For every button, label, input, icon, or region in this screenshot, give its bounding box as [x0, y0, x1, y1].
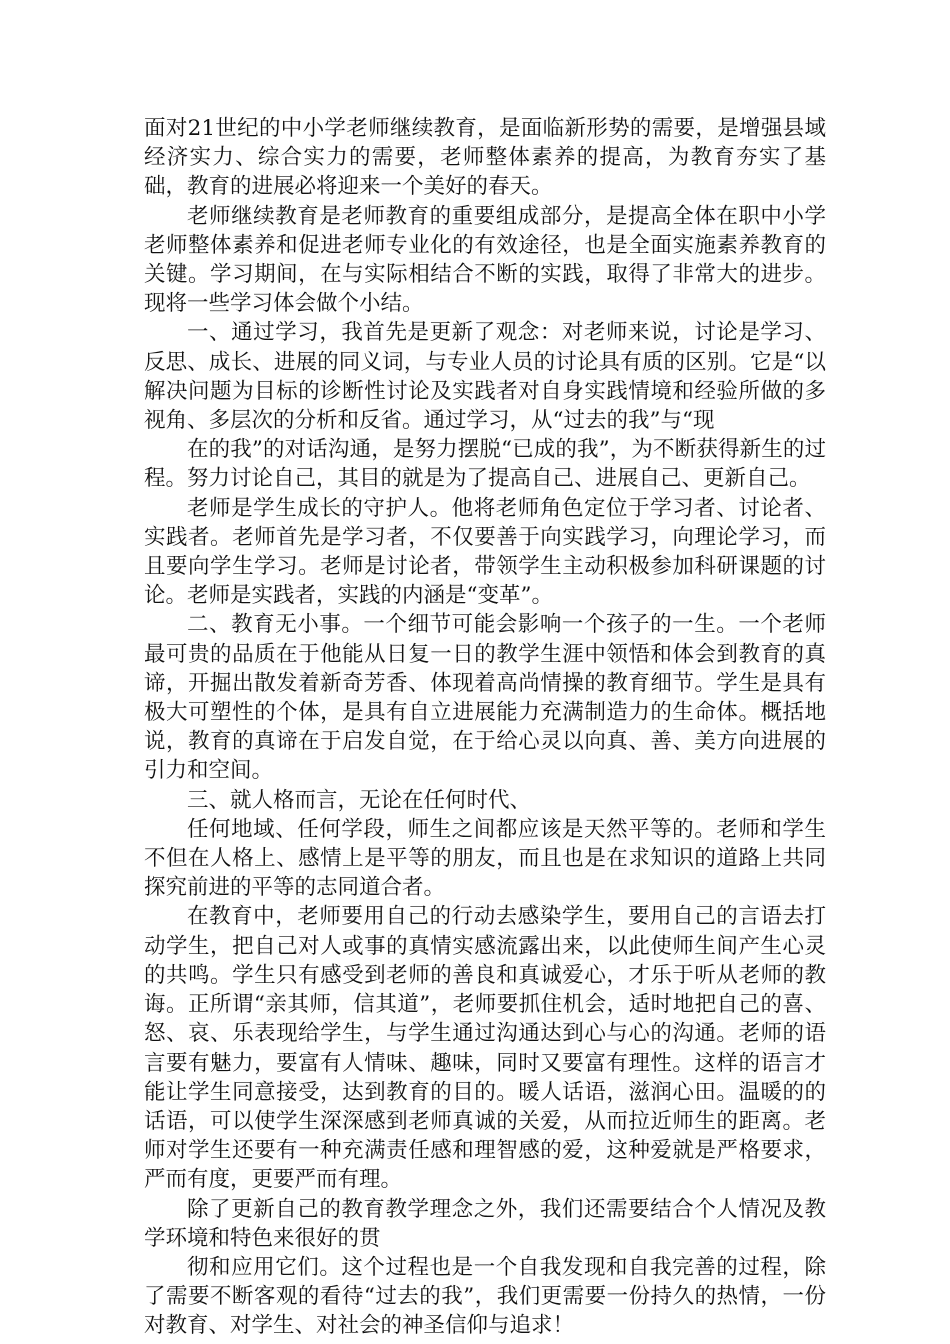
document-body	[144, 114, 826, 1341]
paragraph-7: 三、就人格而言，无论在任何时代、	[187, 787, 532, 813]
paragraph-11: 彻和应用它们。这个过程也是一个自我发现和自我完善的过程，除了需要不断客观的看待“过去的我”，我们更需要一份持久的热情，一份对教育、对学生、对社会的神圣信仰与追求！	[144, 1254, 826, 1339]
paragraph-9: 在教育中，老师要用自己的行动去感染学生，要用自己的言语去打动学生，把自己对人或事的真情实感流露出来，以此使师生间产生心灵的共鸣。学生只有感受到老师的善良和真诚爱心，才乐于听从老师的教诲。正所谓“亲其师，信其道”，老师要抓住机会，适时地把自己的喜、怒、哀、乐表现给学生，与学生通过沟通达到心与心的沟通。老师的语言要有魅力，要富有人情味、趣味，同时又要富有理性。这样的语言才能让学生同意接受，达到教育的目的。暖人话语，滋润心田。温暖的的话语，可以使学生深深感到老师真诚的关爱，从而拉近师生的距离。老师对学生还要有一种充满责任感和理智感的爱，这种爱就是严格要求，严而有度，更要严而有理。	[144, 904, 826, 1193]
paragraph-1: 面对21世纪的中小学老师继续教育，是面临新形势的需要，是增强县域经济实力、综合实力的需要，老师整体素养的提高，为教育夯实了基础，教育的进展必将迎来一个美好的春天。	[144, 116, 826, 200]
paragraph-4: 在的我”的对话沟通，是努力摆脱“已成的我”，为不断获得新生的过程。努力讨论自己，其目的就是为了提高自己、进展自己、更新自己。	[144, 437, 826, 492]
paragraph-3: 一、通过学习，我首先是更新了观念：对老师来说，讨论是学习、反思、成长、进展的同义词，与专业人员的讨论具有质的区别。它是“以解决问题为目标的诊断性讨论及实践者对自身实践情境和经验所做的多视角、多层次的分析和反省。通过学习，从“过去的我”与“现	[144, 320, 826, 434]
paragraph-10: 除了更新自己的教育教学理念之外，我们还需要结合个人情况及教学环境和特色来很好的贯	[144, 1196, 826, 1251]
paragraph-6: 二、教育无小事。一个细节可能会影响一个孩子的一生。一个老师最可贵的品质在于他能从日复一日的教学生涯中领悟和体会到教育的真谛，开掘出散发着新奇芳香、体现着高尚情操的教育细节。学生是具有极大可塑性的个体，是具有自立进展能力充满制造力的生命体。概括地说，教育的真谛在于启发自觉，在于给心灵以向真、善、美方向进展的引力和空间。	[144, 612, 826, 784]
paragraph-8: 任何地域、任何学段，师生之间都应该是天然平等的。老师和学生不但在人格上、感情上是平等的朋友，而且也是在求知识的道路上共同探究前进的平等的志同道合者。	[144, 816, 826, 901]
paragraph-2: 老师继续教育是老师教育的重要组成部分，是提高全体在职中小学老师整体素养和促进老师专业化的有效途径，也是全面实施素养教育的关键。学习期间，在与实际相结合不断的实践，取得了非常大的进步。现将一些学习体会做个小结。	[144, 203, 826, 317]
paragraph-5: 老师是学生成长的守护人。他将老师角色定位于学习者、讨论者、实践者。老师首先是学习者，不仅要善于向实践学习，向理论学习，而且要向学生学习。老师是讨论者，带领学生主动积极参加科研课题的讨论。老师是实践者，实践的内涵是“变革”。	[144, 495, 826, 609]
